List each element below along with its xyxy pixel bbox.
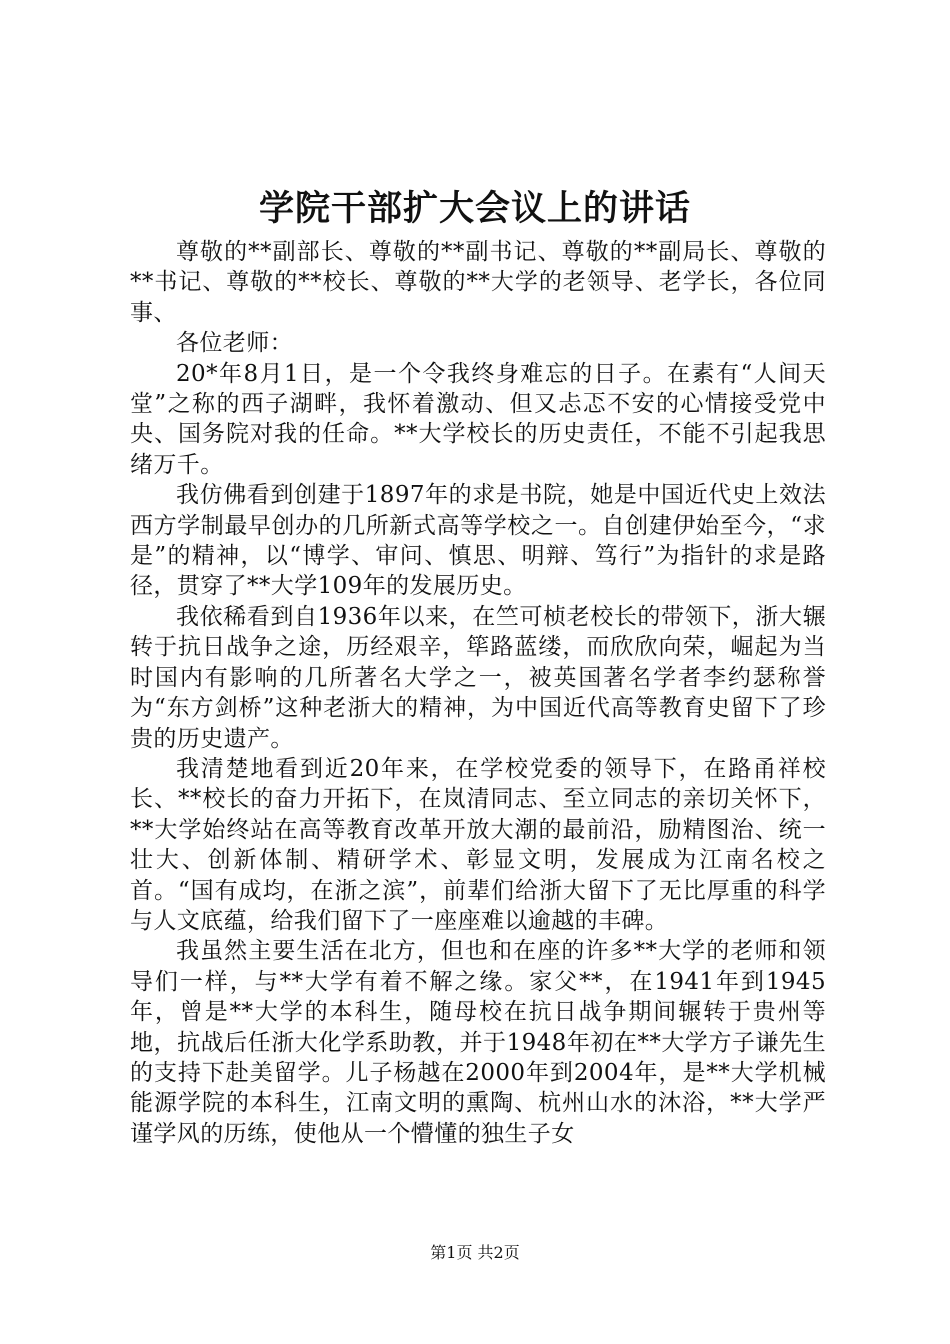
document-title: 学院干部扩大会议上的讲话 xyxy=(258,188,691,229)
paragraph: 20*年8月1日，是一个令我终身难忘的日子。在素有“人间天堂”之称的西子湖畔，我怀着激动、但又忐忑不安的心情接受党中央、国务院对我的任命。**大学校长的历史责任，不能不引起我思绪万千。 xyxy=(130,360,826,478)
paragraph: 我清楚地看到近20年来，在学校党委的领导下，在路甬祥校长、**校长的奋力开拓下，在岚清同志、至立同志的亲切关怀下，**大学始终站在高等教育改革开放大潮的最前沿，励精图治、统一壮大、创新体制、精研学术、彰显文明，发展成为江南名校之首。“国有成均，在浙之滨”，前辈们给浙大留下了无比厚重的科学与人文底蕴，给我们留下了一座座难以逾越的丰碑。 xyxy=(130,755,826,934)
paragraph-salutation-teachers: 各位老师： xyxy=(176,330,293,357)
paragraph: 我虽然主要生活在北方，但也和在座的许多**大学的老师和领导们一样，与**大学有着不解之缘。家父**，在1941年到1945年，曾是**大学的本科生，随母校在抗日战争期间辗转于贵州等地，抗战后任浙大化学系助教，并于1948年初在**大学方子谦先生的支持下赴美留学。儿子杨越在2000年到2004年，是**大学机械能源学院的本科生，江南文明的熏陶、杭州山水的沐浴，**大学严谨学风的历练，使他从一个懵懂的独生子女 xyxy=(130,938,826,1147)
document-body xyxy=(130,237,826,1149)
paragraph: 我仿佛看到创建于1897年的求是书院，她是中国近代史上效法西方学制最早创办的几所新式高等学校之一。自创建伊始至今，“求是”的精神，以“博学、审问、慎思、明辩、笃行”为指针的求是路径，贯穿了**大学109年的发展历史。 xyxy=(130,482,826,600)
paragraph: 我依稀看到自1936年以来，在竺可桢老校长的带领下，浙大辗转于抗日战争之途，历经艰辛，筚路蓝缕，而欣欣向荣，崛起为当时国内有影响的几所著名大学之一，被英国著名学者李约瑟称誉为“东方剑桥”这种老浙大的精神，为中国近代高等教育史留下了珍贵的历史遗产。 xyxy=(130,603,826,752)
page-number-footer: 第1页 共2页 xyxy=(430,1243,520,1262)
paragraph-salutation: 尊敬的**副部长、尊敬的**副书记、尊敬的**副局长、尊敬的**书记、尊敬的**校长、尊敬的**大学的老领导、老学长，各位同事、 xyxy=(130,239,826,326)
